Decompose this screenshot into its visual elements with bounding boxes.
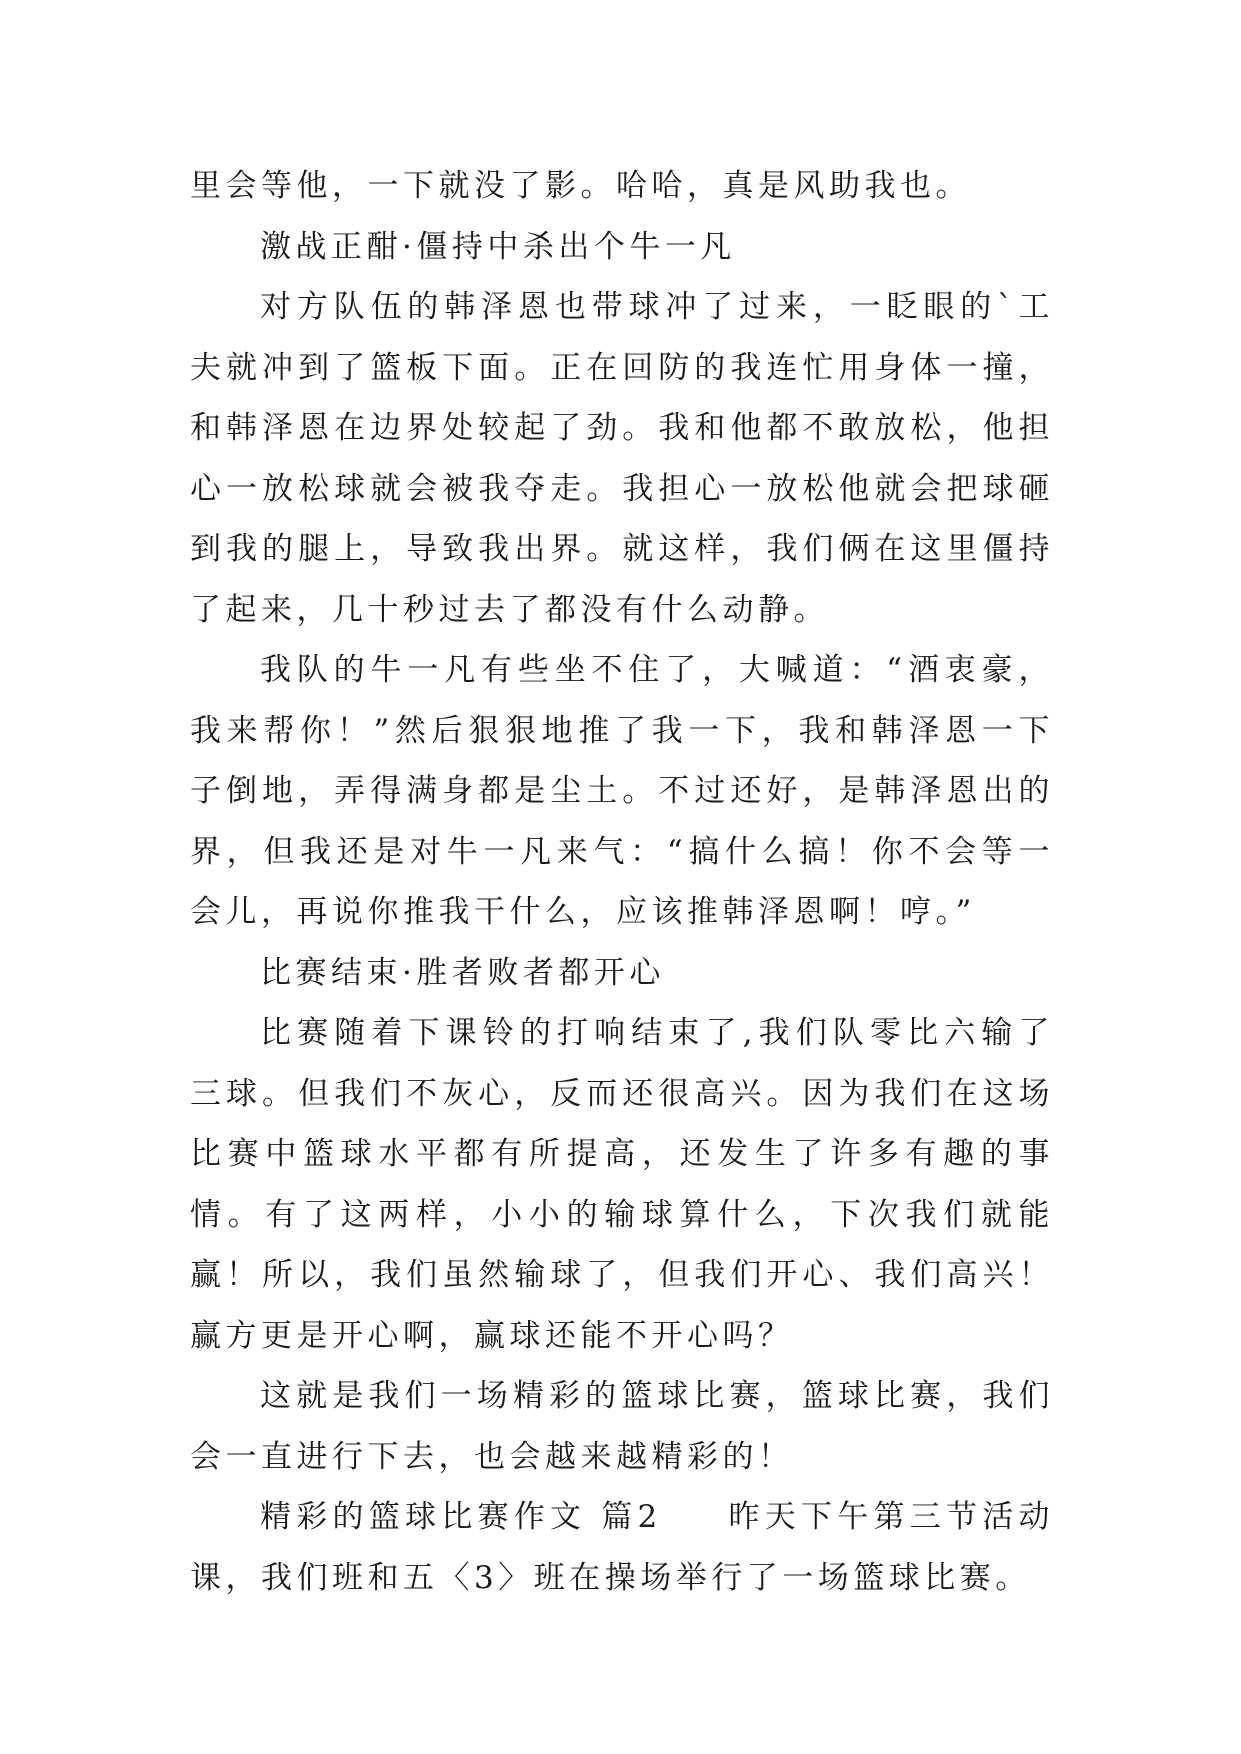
document-body [190,156,1054,1608]
section-heading-game-over: 比赛结束·胜者败者都开心 [260,954,665,991]
paragraph-article-2-start [190,1487,1054,1608]
section-heading-fierce-battle: 激战正酣·僵持中杀出个牛一凡 [260,228,736,265]
article-2-body: 昨天下午第三节活动课，我们班和五〈3〉班在操场举行了一场篮球比赛。 [190,1499,1055,1596]
article-2-title: 精彩的篮球比赛作文 篇2 [260,1499,662,1535]
paragraph-standoff: 对方队伍的韩泽恩也带球冲了过来，一眨眼的`工夫就冲到了篮板下面。正在回防的我连忙用身体一撞，和韩泽恩在边界处较起了劲。我和他都不敢放松，他担心一放松球就会被我夺走。我担心一放松他就会把球砸到我的腿上，导致我出界。就这样，我们俩在这里僵持了起来，几十秒过去了都没有什么动静。 [190,289,1054,628]
paragraph-continuation: 里会等他，一下就没了影。哈哈，真是风助我也。 [190,168,971,204]
paragraph-game-result: 比赛随着下课铃的打响结束了,我们队零比六输了三球。但我们不灰心，反而还很高兴。因为我们在这场比赛中篮球水平都有所提高，还发生了许多有趣的事情。有了这两样，小小的输球算什么，下次我们就能赢！所以，我们虽然输球了，但我们开心、我们高兴！赢方更是开心啊，赢球还能不开心吗？ [190,1015,1054,1354]
paragraph-niu-yifan-push: 我队的牛一凡有些坐不住了，大喊道：“酒衷豪，我来帮你！”然后狠狠地推了我一下，我和韩泽恩一下子倒地，弄得满身都是尘土。不过还好，是韩泽恩出的界，但我还是对牛一凡来气：“搞什么搞！你不会等一会儿，再说你推我干什么，应该推韩泽恩啊！哼。” [190,652,1054,930]
paragraph-conclusion: 这就是我们一场精彩的篮球比赛，篮球比赛，我们会一直进行下去，也会越来越精彩的！ [190,1378,1054,1475]
